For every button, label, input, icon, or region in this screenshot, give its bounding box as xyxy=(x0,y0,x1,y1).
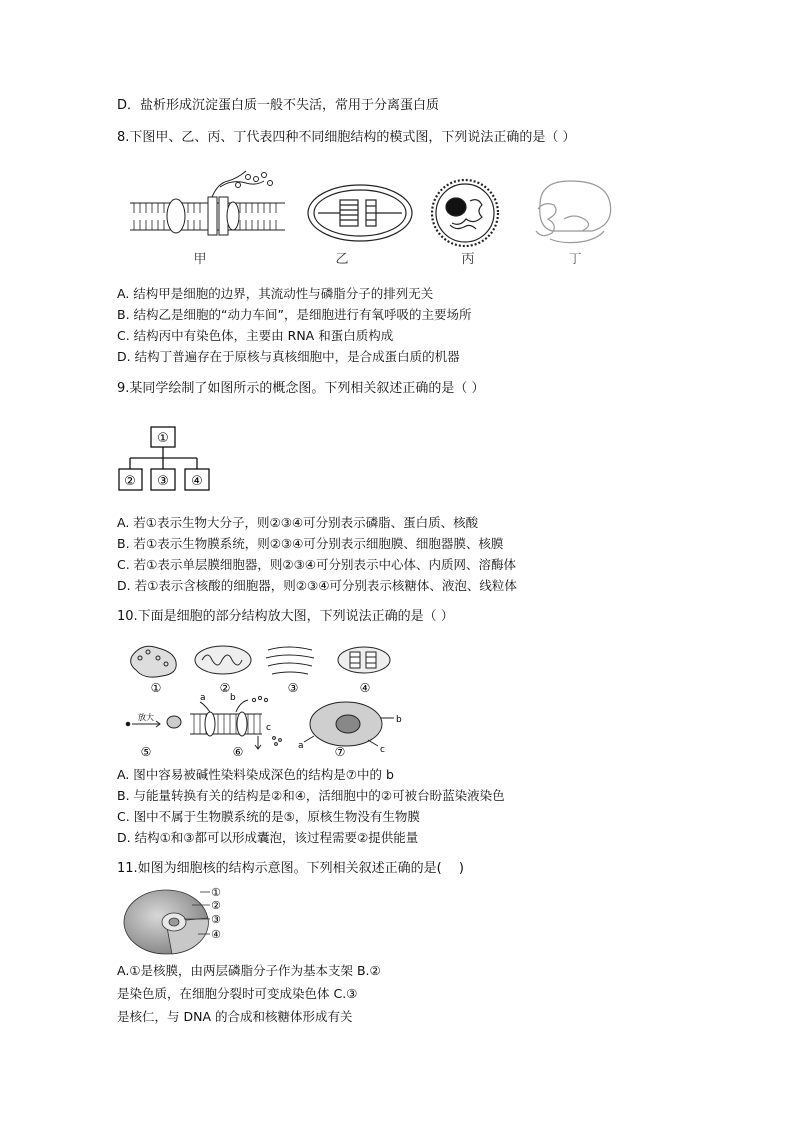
label-2: ② xyxy=(219,681,231,695)
q11-text-line-3: 是核仁，与 DNA 的合成和核糖体形成有关 xyxy=(117,1009,353,1024)
label-5: ⑤ xyxy=(140,745,152,759)
letter-c-6: c xyxy=(266,723,271,733)
q8-option-c: C. 结构丙中有染色体，主要由 RNA 和蛋白质构成 xyxy=(117,328,394,343)
q8-figure xyxy=(120,165,635,273)
label-7: ⑦ xyxy=(334,745,346,759)
zoom-label: 放大 xyxy=(138,713,154,722)
node-3: ③ xyxy=(157,474,169,489)
q10-figure xyxy=(118,636,408,762)
nucleus-label-4: ④ xyxy=(211,928,221,941)
letter-a-7: a xyxy=(298,741,304,751)
q10-option-d: D. 结构①和③都可以形成囊泡，该过程需要②提供能量 xyxy=(117,830,419,845)
q8-option-d: D. 结构丁普遍存在于原核与真核细胞中，是合成蛋白质的机器 xyxy=(117,349,460,364)
membrane-diagram xyxy=(130,171,285,235)
q8-stem: 8.下图甲、乙、丙、丁代表四种不同细胞结构的模式图，下列说法正确的是（ ） xyxy=(117,130,576,145)
letter-b-7: b xyxy=(396,715,402,725)
q11-nucleus-figure xyxy=(118,884,233,958)
q11-text-line-2: 是染色质，在细胞分裂时可变成染色体 C.③ xyxy=(117,986,358,1001)
q10-option-a: A. 图中容易被碱性染料染成深色的结构是⑦中的 b xyxy=(117,767,394,782)
q10-stem: 10.下面是细胞的部分结构放大图，下列说法正确的是（ ） xyxy=(117,609,454,624)
q9-option-b: B. 若①表示生物膜系统，则②③④可分别表示细胞膜、细胞器膜、核膜 xyxy=(117,536,504,551)
node-2: ② xyxy=(124,474,136,489)
label-1: ① xyxy=(150,681,162,695)
q11-stem: 11.如图为细胞核的结构示意图。下列相关叙述正确的是( ) xyxy=(117,861,464,876)
q8-option-b: B. 结构乙是细胞的“动力车间”，是细胞进行有氧呼吸的主要场所 xyxy=(117,307,472,322)
nucleus-label-2: ② xyxy=(211,899,221,912)
q9-option-d: D. 若①表示含核酸的细胞器，则②③④可分别表示核糖体、液泡、线粒体 xyxy=(117,578,517,593)
q10-option-b: B. 与能量转换有关的结构是②和④，活细胞中的②可被台盼蓝染液染色 xyxy=(117,788,505,803)
q11-text-line-1: A.①是核膜，由两层磷脂分子作为基本支架 B.② xyxy=(117,963,381,978)
label-6: ⑥ xyxy=(232,745,244,759)
q9-option-c: C. 若①表示单层膜细胞器，则②③④可分别表示中心体、内质网、溶酶体 xyxy=(117,557,517,572)
mitochondrion-diagram xyxy=(308,185,412,241)
letter-c-7: c xyxy=(380,745,385,755)
label-4: ④ xyxy=(359,681,371,695)
folded-structure-diagram xyxy=(536,181,611,243)
q9-concept-map xyxy=(118,424,218,496)
label-yi: 乙 xyxy=(335,252,349,267)
node-4: ④ xyxy=(191,474,203,489)
label-jia: 甲 xyxy=(193,252,207,267)
q8-option-a: A. 结构甲是细胞的边界，其流动性与磷脂分子的排列无关 xyxy=(117,286,434,301)
q9-stem: 9.某同学绘制了如图所示的概念图。下列相关叙述正确的是（ ） xyxy=(117,381,485,396)
letter-b-6: b xyxy=(230,693,236,703)
q7-option-d: D．盐析形成沉淀蛋白质一般不失活，常用于分离蛋白质 xyxy=(117,98,440,113)
q10-option-c: C. 图中不属于生物膜系统的是⑤，原核生物没有生物膜 xyxy=(117,809,420,824)
label-3: ③ xyxy=(287,681,299,695)
letter-a-6: a xyxy=(200,693,206,703)
q9-option-a: A. 若①表示生物大分子，则②③④可分别表示磷脂、蛋白质、核酸 xyxy=(117,515,479,530)
nucleus-label-1: ① xyxy=(211,886,221,899)
nucleus-diagram xyxy=(432,180,498,246)
label-bing: 丙 xyxy=(461,252,475,267)
label-ding: 丁 xyxy=(568,252,582,267)
nucleus-label-3: ③ xyxy=(211,913,221,926)
node-1: ① xyxy=(157,431,169,446)
